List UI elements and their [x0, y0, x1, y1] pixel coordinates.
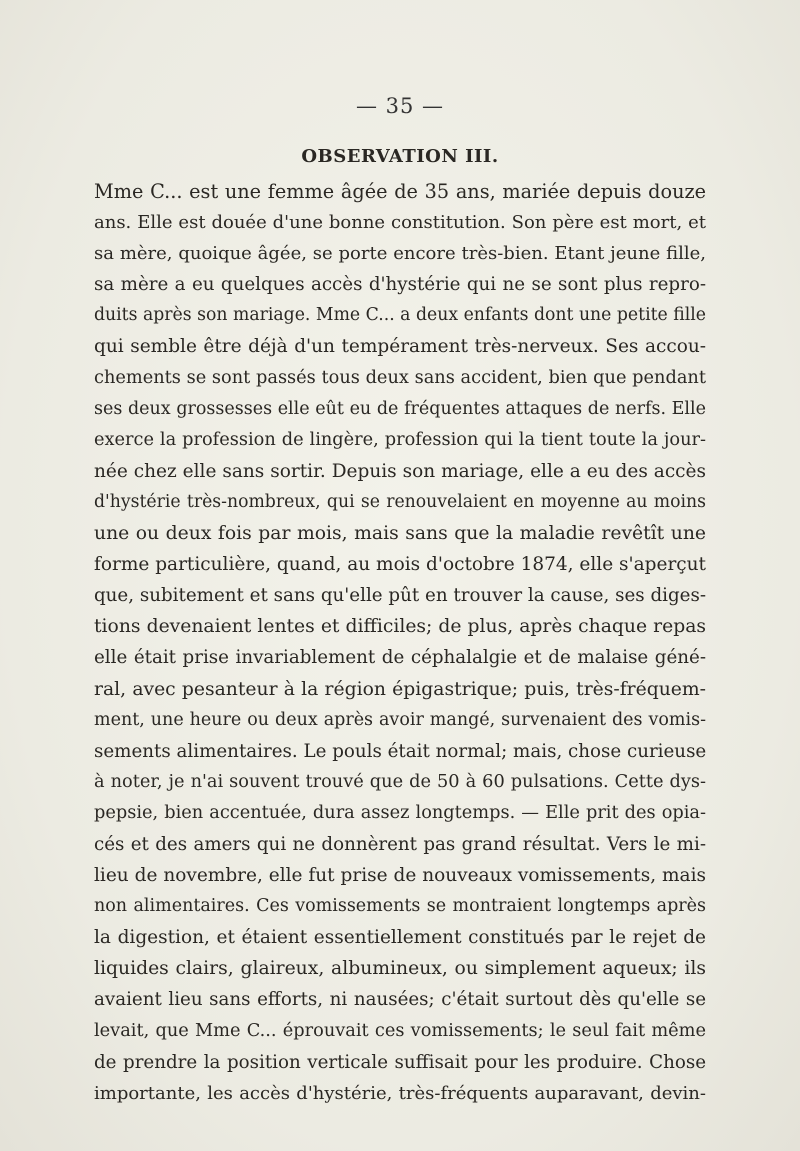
text-line: pepsie, bien accentuée, dura assez longtemps. — Elle prit des opia- [94, 802, 706, 823]
text-line: qui semble être déjà d'un tempérament très-nerveux. Ses accou- [94, 336, 706, 358]
text-line: levait, que Mme C... éprouvait ces vomissements; le seul fait même [94, 1020, 706, 1041]
text-line: liquides clairs, glaireux, albumineux, ou simplement aqueux; ils [94, 958, 706, 980]
text-line: importante, les accès d'hystérie, très-fréquents auparavant, devin- [94, 1082, 706, 1104]
text-line: ral, avec pesanteur à la région épigastrique; puis, très-fréquem- [94, 678, 706, 700]
text-line: de prendre la position verticale suffisait pour les produire. Chose [94, 1051, 706, 1073]
text-line: que, subitement et sans qu'elle pût en trouver la cause, ses diges- [94, 585, 706, 607]
text-line: la digestion, et étaient essentiellement constitués par le rejet de [94, 927, 706, 949]
text-line: forme particulière, quand, au mois d'octobre 1874, elle s'aperçut [94, 554, 706, 576]
text-line: ment, une heure ou deux après avoir mangé, survenaient des vomis- [94, 709, 706, 730]
text-line: exerce la profession de lingère, profession qui la tient toute la jour- [94, 429, 706, 450]
text-line: ans. Elle est douée d'une bonne constitution. Son père est mort, et [94, 212, 706, 234]
text-line: sements alimentaires. Le pouls était normal; mais, chose curieuse [94, 740, 706, 762]
text-line: lieu de novembre, elle fut prise de nouveaux vomissements, mais [94, 865, 706, 887]
text-line: née chez elle sans sortir. Depuis son mariage, elle a eu des accès [94, 460, 706, 482]
text-line: ses deux grossesses elle eût eu de fréquentes attaques de nerfs. Elle [94, 398, 706, 419]
page-number: — 35 — [355, 94, 445, 118]
text-line: d'hystérie très-nombreux, qui se renouvelaient en moyenne au moins [94, 491, 706, 512]
text-line: chements se sont passés tous deux sans accident, bien que pendant [94, 367, 706, 388]
text-line: sa mère, quoique âgée, se porte encore très-bien. Etant jeune fille, [94, 243, 706, 265]
text-line: une ou deux fois par mois, mais sans que la maladie revêtît une [94, 523, 706, 545]
text-line: tions devenaient lentes et difficiles; de plus, après chaque repas [94, 616, 706, 638]
text-line: à noter, je n'ai souvent trouvé que de 50 à 60 pulsations. Cette dys- [94, 771, 706, 792]
text-line: cés et des amers qui ne donnèrent pas grand résultat. Vers le mi- [94, 833, 706, 855]
body-text [94, 176, 706, 1109]
text-line: elle était prise invariablement de céphalalgie et de malaise géné- [94, 647, 706, 669]
text-line: Mme C... est une femme âgée de 35 ans, mariée depuis douze [94, 180, 706, 203]
observation-heading: OBSERVATION III. [301, 146, 499, 167]
text-line: non alimentaires. Ces vomissements se montraient longtemps après [94, 896, 706, 917]
text-line: avaient lieu sans efforts, ni nausées; c'était surtout dès qu'elle se [94, 989, 706, 1011]
text-line: duits après son mariage. Mme C... a deux enfants dont une petite fille [94, 305, 706, 326]
text-line: sa mère a eu quelques accès d'hystérie qui ne se sont plus repro- [94, 274, 706, 296]
